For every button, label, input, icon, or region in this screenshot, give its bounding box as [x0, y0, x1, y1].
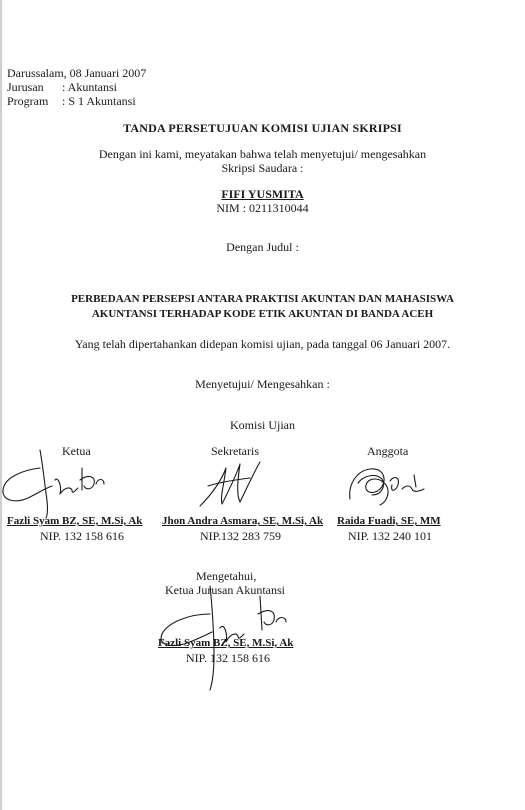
student-name: FIFI YUSMITA	[221, 187, 304, 201]
place-date: Darussalam, 08 Januari 2007	[7, 66, 147, 80]
committee-role-ketua: Ketua	[62, 444, 91, 458]
signature-anggota-icon	[330, 455, 440, 515]
committee-name-anggota: Raida Fuadi, SE, MM	[337, 515, 441, 527]
acknowledgement-name: Fazli Syam BZ, SE, M.Si, Ak	[158, 637, 294, 649]
committee-nip-sekretaris: NIP.132 283 759	[200, 529, 282, 543]
committee-name-sekretaris: Jhon Andra Asmara, SE, M.Si, Ak	[162, 515, 324, 527]
committee-label: Komisi Ujian	[230, 418, 295, 432]
committee-nip-anggota: NIP. 132 240 101	[348, 529, 433, 543]
student-nim: NIM : 0211310044	[216, 201, 309, 215]
defense-text: Yang telah dipertahankan didepan komisi ujian, pada tanggal 06 Januari 2007.	[74, 337, 451, 351]
jurusan-value: : Akuntansi	[62, 80, 118, 94]
intro-line-2: Skripsi Saudara :	[221, 161, 304, 175]
committee-nip-ketua: NIP. 132 158 616	[40, 529, 125, 543]
document-title: TANDA PERSETUJUAN KOMISI UJIAN SKRIPSI	[123, 121, 402, 135]
program-value: : S 1 Akuntansi	[62, 94, 136, 108]
thesis-title-line-1: PERBEDAAN PERSEPSI ANTARA PRAKTISI AKUNTAN DAN MAHASISWA	[71, 293, 454, 305]
committee-name-ketua: Fazli Syam BZ, SE, M.Si, Ak	[7, 515, 143, 527]
acknowledgement-label: Mengetahui,	[196, 569, 257, 583]
program-label: Program	[7, 94, 49, 108]
thesis-title-line-2: AKUNTANSI TERHADAP KODE ETIK AKUNTAN DI BANDA ACEH	[91, 308, 434, 320]
committee-role-sekretaris: Sekretaris	[211, 444, 259, 458]
signature-sekretaris-icon	[190, 456, 270, 516]
signature-ketua-icon	[0, 448, 140, 520]
acknowledgement-position: Ketua Jurusan Akuntansi	[165, 583, 285, 597]
jurusan-label: Jurusan	[7, 80, 44, 94]
approval-label: Menyetujui/ Mengesahkan :	[195, 377, 330, 391]
judul-label: Dengan Judul :	[226, 240, 299, 254]
acknowledgement-nip: NIP. 132 158 616	[186, 651, 271, 665]
committee-role-anggota: Anggota	[367, 444, 409, 458]
intro-line-1: Dengan ini kami, meyatakan bahwa telah menyetujui/ mengesahkan	[98, 147, 427, 161]
